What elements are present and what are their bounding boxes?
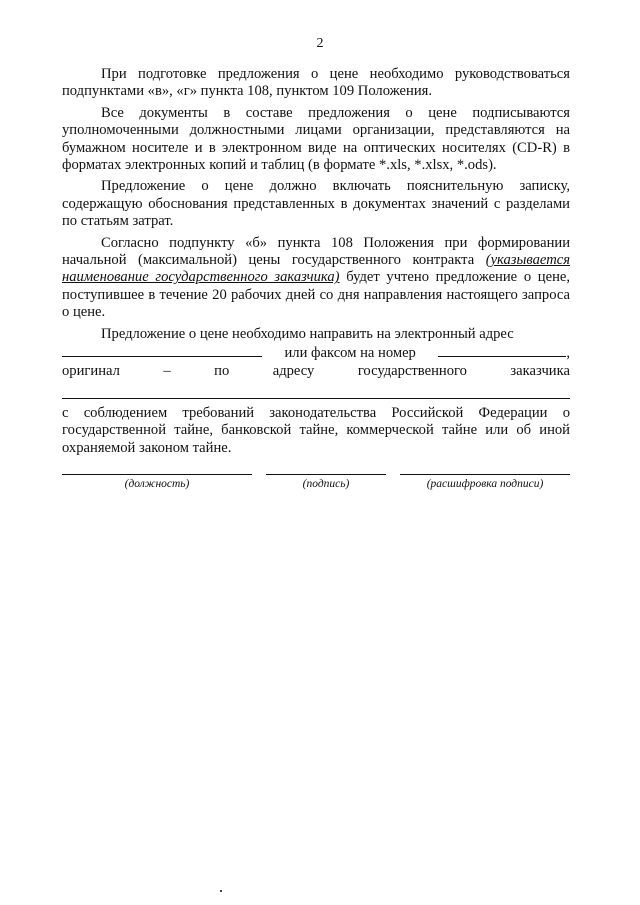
paragraph-4-end: будет учтено предложение о цене, поступившее в течение 20 рабочих дней со дня направления настоящего запроса о цене.	[62, 269, 570, 321]
position-caption: (должность)	[124, 478, 190, 490]
fax-blank-line	[438, 343, 566, 357]
paragraph-4	[62, 235, 570, 322]
address-blank-line	[62, 380, 570, 399]
signature-caption: (подпись)	[302, 478, 350, 490]
signature-field	[266, 474, 386, 490]
word-state: государственного	[357, 362, 467, 379]
address-fax-row	[62, 343, 570, 362]
signature-block	[62, 474, 570, 490]
page-number: 2	[316, 36, 324, 51]
decoding-line	[400, 474, 570, 475]
word-by: по	[214, 362, 230, 379]
paragraph-2: Все документы в составе предложения о цене подписываются уполномоченными должностными лицами организации, представляются на бумажном носителе и в электронном виде на оптических носителях (CD-R) в форматах электронных копий и таблиц (в формате *.xls, *.xlsx, *.ods).	[62, 104, 570, 174]
word-dash: –	[163, 362, 171, 379]
customer-name-placeholder: (указывается наименование государственного заказчика)	[62, 252, 570, 286]
fax-comma: ,	[566, 345, 570, 362]
email-blank-line	[62, 343, 262, 357]
scan-speck	[220, 890, 222, 892]
signature-line	[266, 474, 386, 475]
paragraph-4-start: Согласно подпункту «б» пункта 108 Положения при формировании начальной (максимальной) цены государственного контракта	[62, 234, 570, 269]
word-address: адресу	[272, 362, 315, 379]
paragraph-1: При подготовке предложения о цене необходимо руководствоваться подпунктами «в», «г» пункта 108, пунктом 109 Положения.	[62, 66, 570, 100]
paragraph-3: Предложение о цене должно включать пояснительную записку, содержащую обоснования представленных в документах значений с разделами по статьям затрат.	[62, 178, 570, 230]
decoding-field	[400, 474, 570, 490]
decoding-caption: (расшифровка подписи)	[426, 478, 544, 490]
position-line	[62, 474, 252, 475]
word-original: оригинал	[62, 362, 120, 379]
paragraph-5-line1: Предложение о цене необходимо направить на электронный адрес	[101, 325, 514, 342]
word-customer: заказчика	[510, 362, 570, 379]
fax-label: или факсом на номер	[284, 345, 416, 362]
original-address-row	[62, 363, 570, 380]
paragraph-6: с соблюдением требований законодательства Российской Федерации о государственной тайне, банковской тайне, коммерческой тайне или об иной охраняемой законом тайне.	[62, 404, 570, 456]
document-body	[62, 66, 570, 461]
position-field	[62, 474, 252, 490]
